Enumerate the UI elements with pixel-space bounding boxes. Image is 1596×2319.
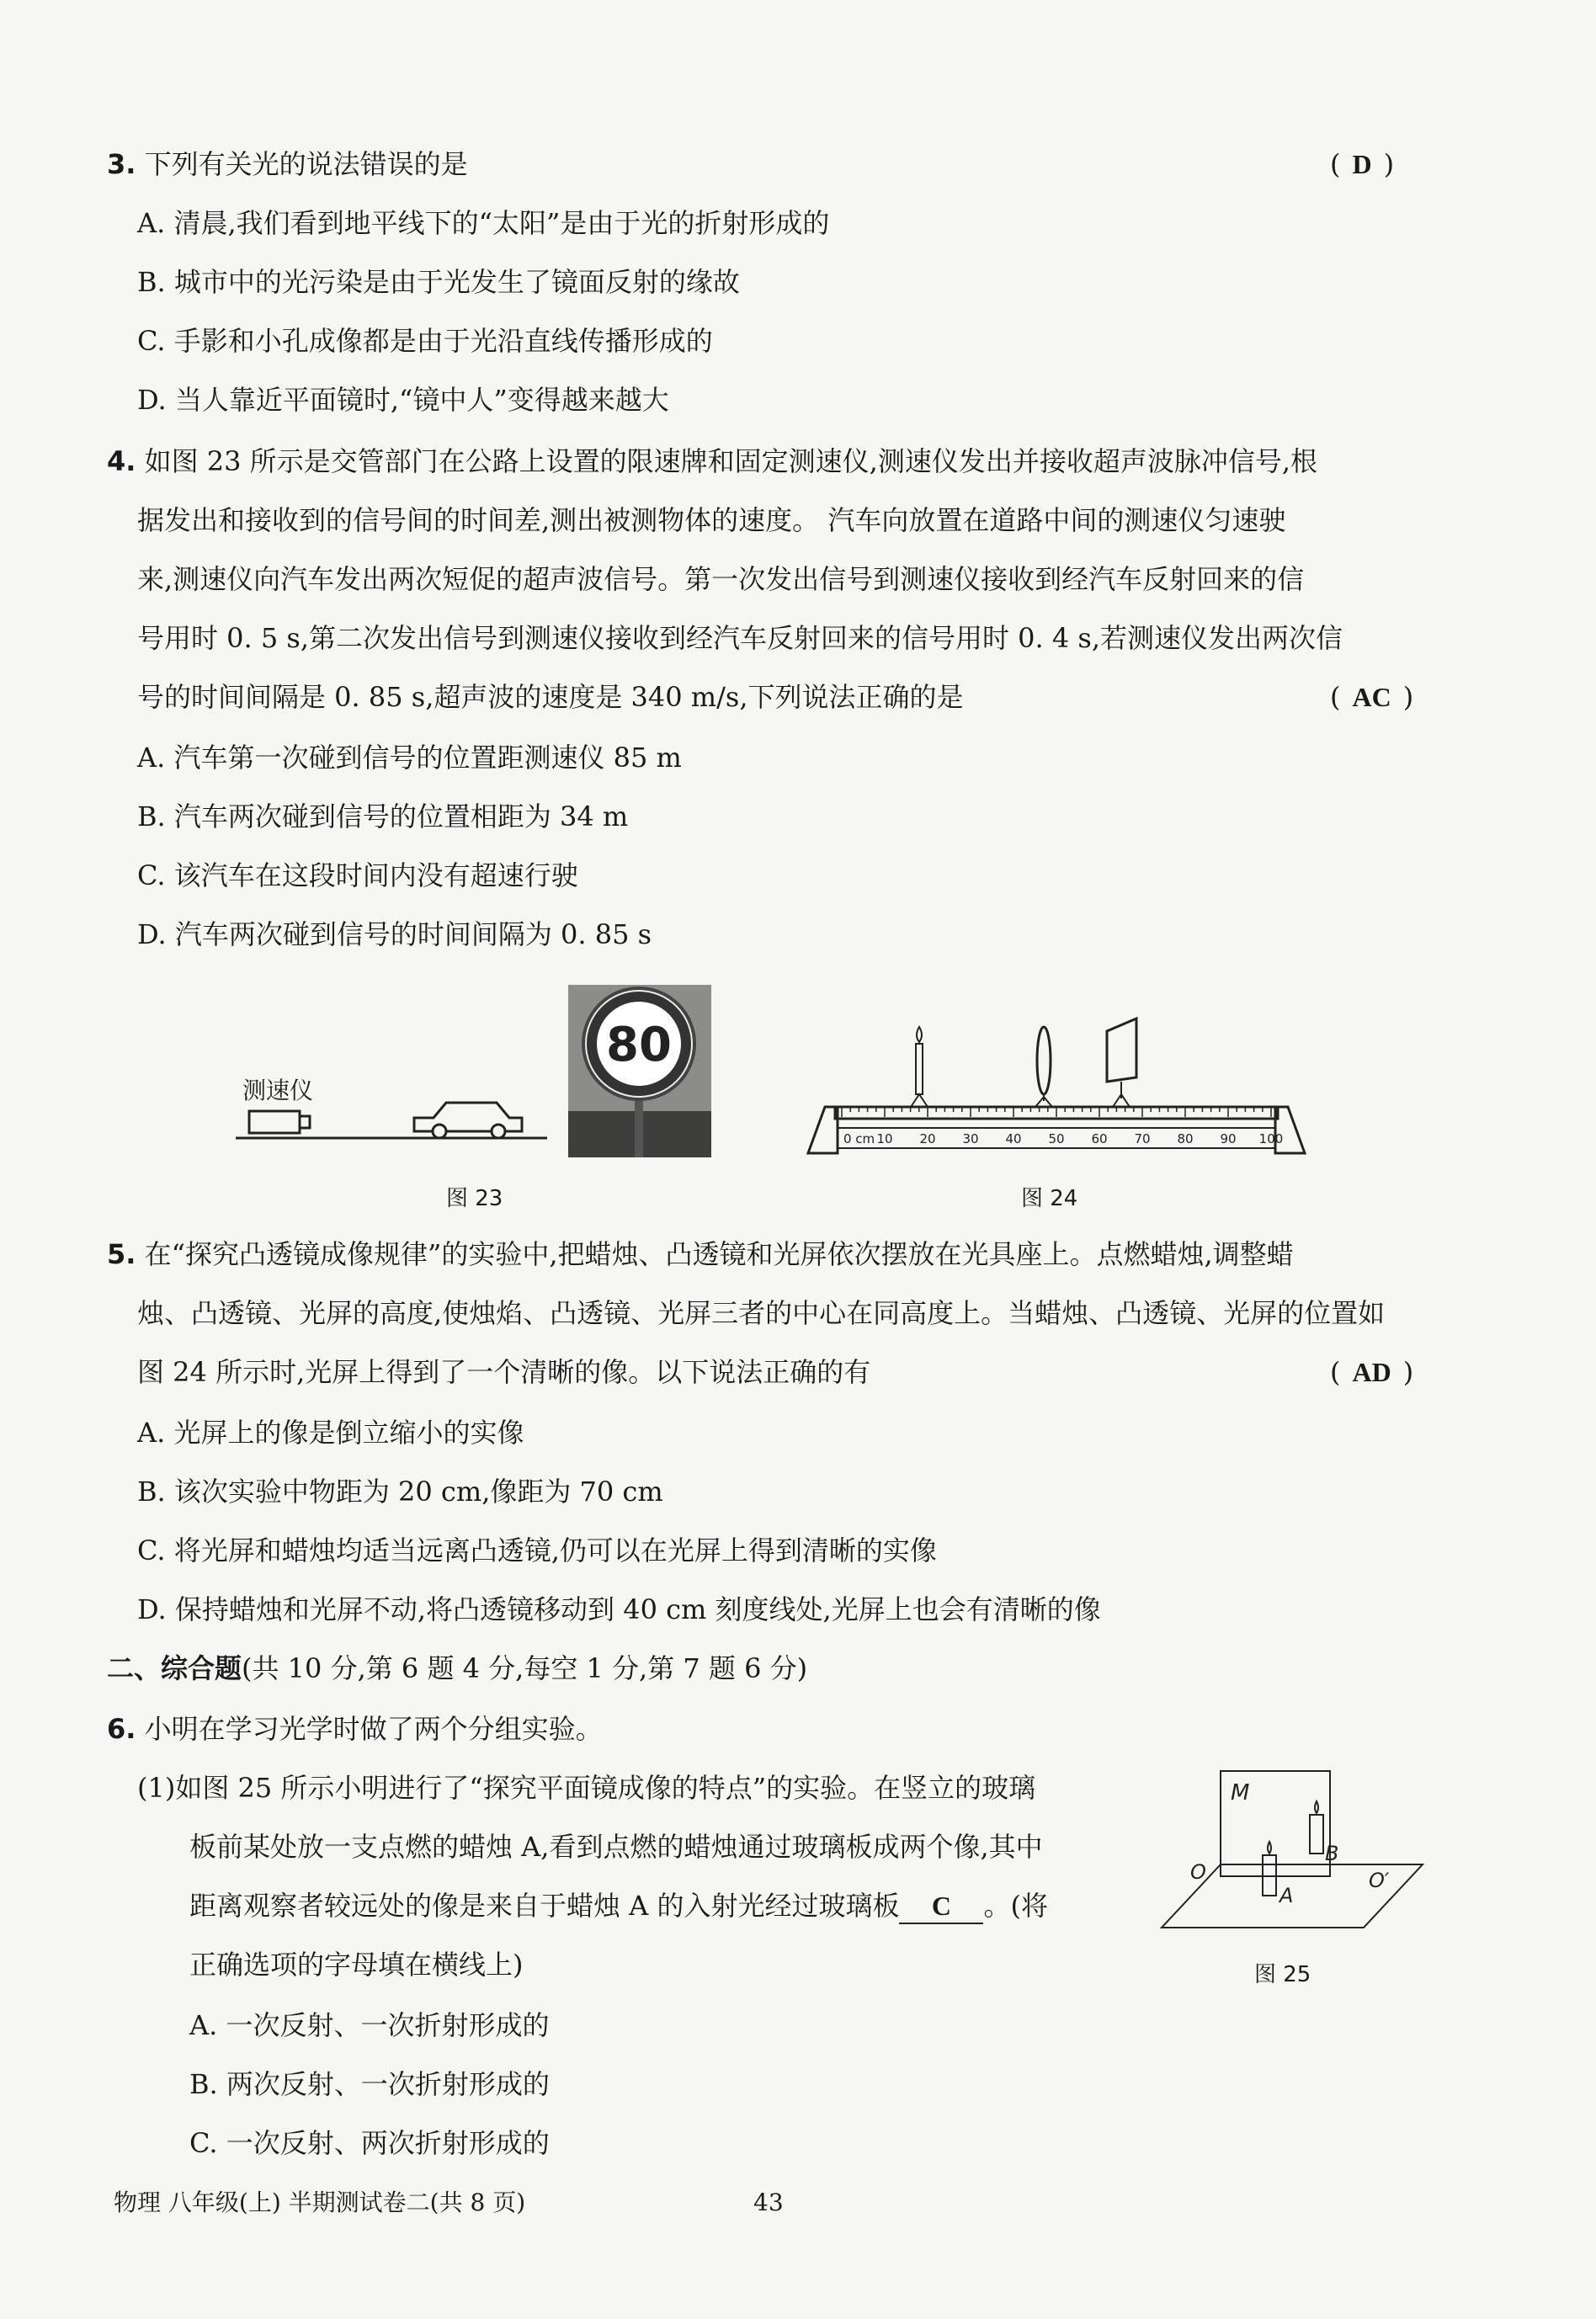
- q5-number: 5.: [107, 1238, 136, 1270]
- label-m: M: [1231, 1780, 1250, 1806]
- q4-option-c: C. 该汽车在这段时间内没有超速行驶: [137, 859, 578, 891]
- q4-option-a: A. 汽车第一次碰到信号的位置距测速仪 85 m: [137, 742, 682, 774]
- ruler-label: 100: [1258, 1131, 1284, 1146]
- label-o-prime: O′: [1369, 1869, 1390, 1892]
- figure-24-caption: 图 24: [1021, 1186, 1078, 1211]
- page-number: 43: [753, 2189, 784, 2216]
- q4-option-d: D. 汽车两次碰到信号的时间间隔为 0. 85 s: [137, 918, 652, 950]
- section-2-title: 二、综合题: [107, 1652, 242, 1684]
- q6-sub1-line-4: 正确选项的字母填在横线上): [189, 1949, 524, 1981]
- ruler-ticks: [842, 1107, 1271, 1117]
- q4-stem-line-4: 号用时 0. 5 s,第二次发出信号到测速仪接收到经汽车反射回来的信号用时 0. 4 s,若测速仪发出两次信: [137, 622, 1343, 654]
- q3-number: 3.: [107, 148, 136, 180]
- speed-limit-sign-photo: [568, 985, 711, 1157]
- figure-25: [1153, 1759, 1439, 1944]
- q6-option-c: C. 一次反射、两次折射形成的: [189, 2127, 550, 2159]
- screen-icon: [1107, 1019, 1136, 1107]
- label-a: A: [1279, 1884, 1294, 1907]
- q5-answer: ( AD ): [1330, 1356, 1414, 1388]
- q6-option-a: A. 一次反射、一次折射形成的: [189, 2009, 550, 2041]
- q4-option-b: B. 汽车两次碰到信号的位置相距为 34 m: [137, 800, 629, 832]
- q5-stem-line-2: 烛、凸透镜、光屏的高度,使烛焰、凸透镜、光屏三者的中心在同高度上。当蜡烛、凸透镜、光屏的位置如: [137, 1297, 1386, 1329]
- q4-stem-line-1: 4. 如图 23 所示是交管部门在公路上设置的限速牌和固定测速仪,测速仪发出并接收超声波脉冲信号,根: [107, 445, 1318, 477]
- car-icon: [414, 1103, 522, 1138]
- q5-option-a: A. 光屏上的像是倒立缩小的实像: [137, 1417, 524, 1449]
- ruler-label: 50: [1048, 1131, 1065, 1146]
- ruler-label: 70: [1134, 1131, 1151, 1146]
- section-2-heading: [107, 1651, 807, 1685]
- q3-stem: [107, 147, 468, 181]
- q3-option-c: C. 手影和小孔成像都是由于光沿直线传播形成的: [137, 325, 713, 357]
- q4-stem-line-3: 来,测速仪向汽车发出两次短促的超声波信号。第一次发出信号到测速仪接收到经汽车反射回来的信: [137, 563, 1305, 595]
- candle-icon: [911, 1027, 928, 1107]
- q6-option-b: B. 两次反射、一次折射形成的: [189, 2068, 550, 2100]
- q3-option-b: B. 城市中的光污染是由于光发生了镜面反射的缘故: [137, 266, 740, 298]
- candle-b-icon: [1310, 1801, 1323, 1854]
- q4-number: 4.: [107, 445, 136, 477]
- ruler-labels: [843, 1131, 1283, 1146]
- candle-a-icon: [1263, 1842, 1276, 1896]
- q5-stem-line-3: 图 24 所示时,光屏上得到了一个清晰的像。以下说法正确的有: [137, 1356, 871, 1388]
- q5-stem-line-1: 5. 在“探究凸透镜成像规律”的实验中,把蜡烛、凸透镜和光屏依次摆放在光具座上。点燃蜡烛,调整蜡: [107, 1238, 1294, 1270]
- q5-option-b: B. 该次实验中物距为 20 cm,像距为 70 cm: [137, 1476, 663, 1508]
- speed-limit-value: 80: [606, 1018, 672, 1072]
- q6-stem: 6. 小明在学习光学时做了两个分组实验。: [107, 1713, 603, 1745]
- ruler-label: 30: [962, 1131, 979, 1146]
- figure-23-caption: 图 23: [446, 1186, 503, 1211]
- q6-sub1-line-2: 板前某处放一支点燃的蜡烛 A,看到点燃的蜡烛通过玻璃板成两个像,其中: [189, 1831, 1043, 1863]
- q5-option-c: C. 将光屏和蜡烛均适当远离凸透镜,仍可以在光屏上得到清晰的实像: [137, 1534, 937, 1566]
- ruler-label: 10: [876, 1131, 893, 1146]
- q4-stem-line-2: 据发出和接收到的信号间的时间差,测出被测物体的速度。 汽车向放置在道路中间的测速仪匀速驶: [137, 504, 1286, 536]
- ruler-label: 20: [919, 1131, 936, 1146]
- q3-option-d: D. 当人靠近平面镜时,“镜中人”变得越来越大: [137, 384, 669, 416]
- ruler-label: 40: [1005, 1131, 1022, 1146]
- q6-blank-answer: C: [899, 1889, 983, 1924]
- figure-24: [800, 1010, 1322, 1162]
- ruler-label: 80: [1177, 1131, 1194, 1146]
- q3-answer: ( D ): [1330, 148, 1395, 180]
- convex-lens-icon: [1035, 1027, 1052, 1107]
- ruler-label: 90: [1220, 1131, 1237, 1146]
- q5-option-d: D. 保持蜡烛和光屏不动,将凸透镜移动到 40 cm 刻度线处,光屏上也会有清晰的像: [137, 1593, 1101, 1625]
- q6-sub1-line-3: 距离观察者较远处的像是来自于蜡烛 A 的入射光经过玻璃板 C 。(将: [189, 1889, 1048, 1924]
- q6-number: 6.: [107, 1713, 136, 1745]
- q4-answer: ( AC ): [1330, 681, 1414, 713]
- q3-option-a: A. 清晨,我们看到地平线下的“太阳”是由于光的折射形成的: [137, 207, 830, 239]
- q4-stem-line-5: 号的时间间隔是 0. 85 s,超声波的速度是 340 m/s,下列说法正确的是: [137, 681, 964, 713]
- label-o: O: [1190, 1860, 1206, 1884]
- figure-23: [227, 976, 732, 1170]
- label-b: B: [1325, 1842, 1339, 1865]
- q6-sub1-line-1: (1)如图 25 所示小明进行了“探究平面镜成像的特点”的实验。在竖立的玻璃: [137, 1772, 1036, 1804]
- section-2-note: (共 10 分,第 6 题 4 分,每空 1 分,第 7 题 6 分): [242, 1652, 808, 1684]
- speed-device-label: 测速仪: [242, 1077, 314, 1104]
- q3-text: 下列有关光的说法错误的是: [144, 148, 468, 180]
- ruler-label: 0 cm: [843, 1131, 875, 1146]
- footer-info: 物理 八年级(上) 半期测试卷二(共 8 页): [114, 2189, 526, 2216]
- speed-device-icon: [249, 1111, 310, 1133]
- figure-25-caption: 图 25: [1254, 1962, 1311, 1987]
- ruler-label: 60: [1091, 1131, 1108, 1146]
